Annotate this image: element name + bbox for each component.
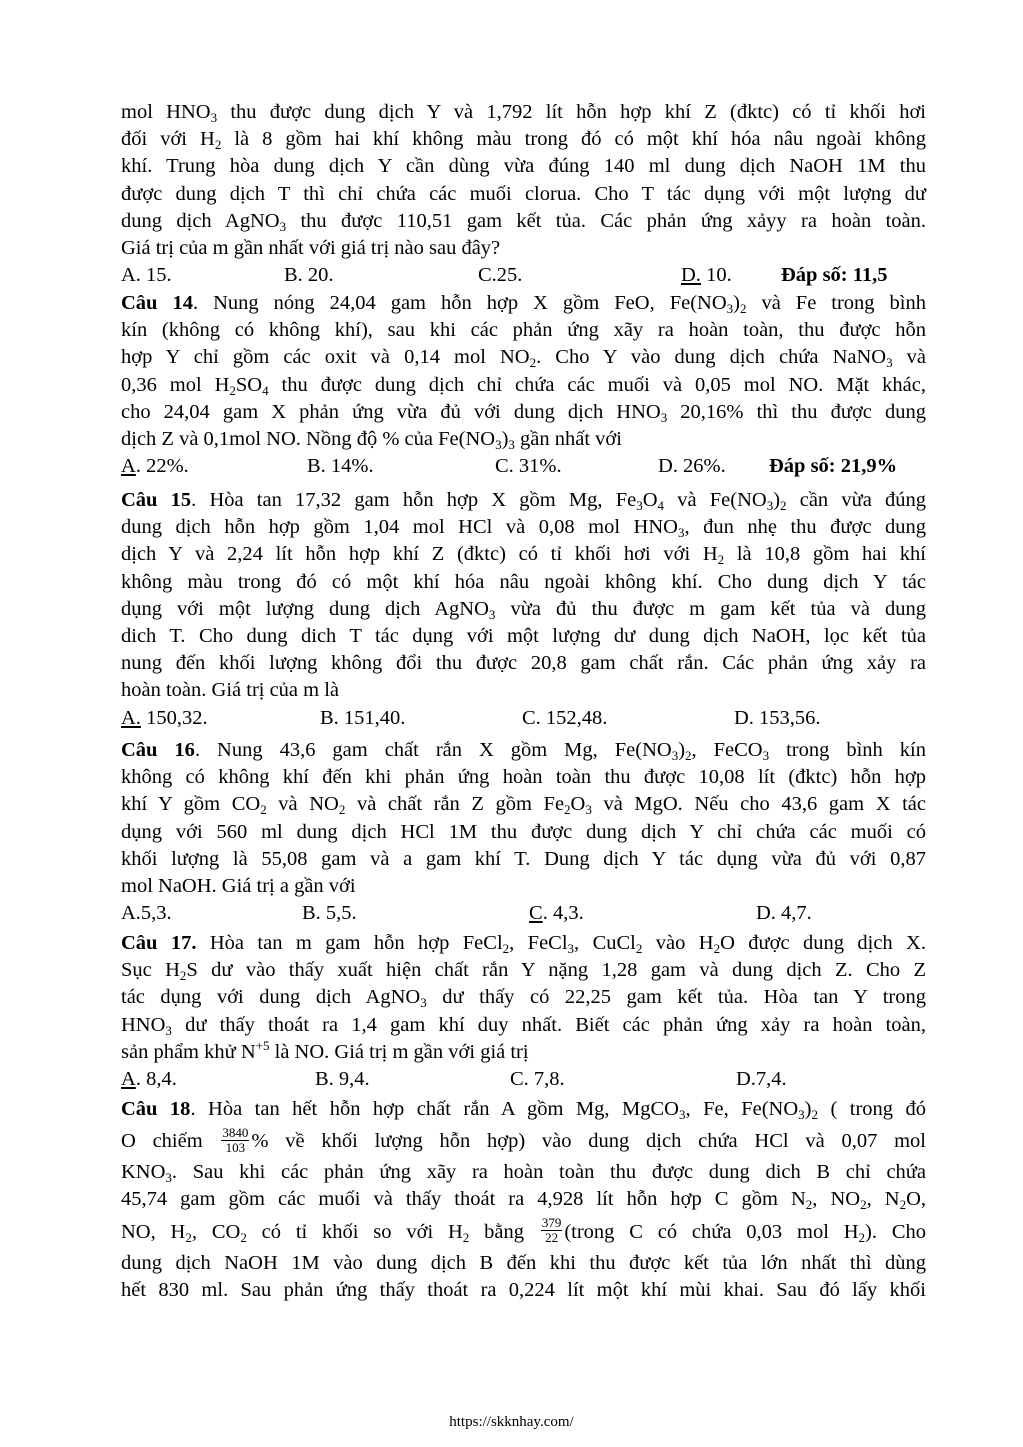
q18-line: dung dịch NaOH 1M vào dung dịch B đến khi thu được kết tủa lớn nhất thì dùng [121,1251,926,1274]
q17-line: $HNO_3$ dư thấy thoát ra 1,4 gam khí duy nhất. Biết các phản ứng xảy ra hoàn toàn, [121,1013,926,1038]
q14-option-c: C. 31%. [495,455,562,478]
q13-line: dung dịch AgNO$_3$ thu được 110,51 gam kết tủa. Các phản ứng xảyy ra hoàn toàn. [121,209,927,234]
q17-option-b: B. 9,4. [315,1067,370,1090]
q16-line: mol NaOH. Giá trị a gần với [121,874,356,897]
q18-line: NO, $H_2$, $CO_2$ có tỉ khối so với $H_2$ bằng $\frac{379}{22}$ (trong C có chứa 0,03 mol $H_2$). Cho [121,1215,926,1246]
q15-label: Câu 15 [121,489,192,511]
q15-option-d: D. 153,56. [734,706,821,729]
question-17 [121,930,926,1093]
q13-answer: Đáp số: 11,5 [781,264,888,287]
q13-line: Giá trị của m gần nhất với giá trị nào sau đây? [121,236,501,259]
q16-line: Câu 16. Nung 43,6 gam chất rắn X gồm Mg, $Fe(NO_3)_2$, FeCO$_3$ trong bình kín [121,739,926,763]
question-14 [121,290,926,480]
q13-line: khí. Trung hòa dung dịch Y cần dùng vừa đúng 140 ml dung dịch NaOH 1M thu [121,155,926,178]
q16-option-c: C. 4,3. [529,902,584,925]
q16-line: dụng với 560 ml dung dịch HCl 1M thu được dung dịch Y chỉ chứa các muối có [121,820,926,843]
q16-line: khí Y gồm $CO_2$ và $NO_2$ và chất rắn Z gồm $Fe_2O_3$ và MgO. Nếu cho 43,6 gam X tác [121,793,926,818]
q17-label: Câu 17. [121,932,197,954]
q16-line: khối lượng là 55,08 gam và a gam khí T. Dung dịch Y tác dụng vừa đủ với 0,87 [121,847,926,870]
q15-line: dịch Y và 2,24 lít hỗn hợp khí Z (đktc) có tỉ khối hơi với $H_2$ là 10,8 gồm hai khí [121,543,926,568]
q13-option-d: D. 10. [681,264,732,287]
q16-option-d: D. 4,7. [756,902,812,925]
q15-line: dung dịch hỗn hợp gồm 1,04 mol HCl và 0,08 mol $HNO_3$, đun nhẹ thu được dung [121,516,926,541]
q14-line: dịch Z và 0,1mol NO. Nồng độ % của $Fe(NO_3)_3$ gần nhất với [121,427,622,452]
question-13 [121,99,926,289]
q18-line: $KNO_3$. Sau khi các phản ứng xãy ra hoàn toàn thu được dung dich B chỉ chứa [121,1161,926,1186]
q13-option-c: C.25. [478,264,523,287]
q15-line: Câu 15. Hòa tan 17,32 gam hỗn hợp X gồm Mg, $Fe_3O_4$ và $Fe(NO_3)_2$ cần vừa đúng [121,489,926,513]
q14-line: 0,36 mol $H_2SO_4$ thu được dung dịch chỉ chứa các muối và 0,05 mol NO. Mặt khác, [121,373,926,398]
q18-line: O chiếm $\frac{3840}{103}$ % về khối lượng hỗn hợp) vào dung dịch chứa HCl và 0,07 mol [121,1124,926,1155]
question-16 [121,737,926,927]
q16-options [121,900,926,927]
q17-line: sản phẩm khử $N^{+5}$ là NO. Giá trị m gần với giá trị [121,1037,529,1063]
q15-line: hoàn toàn. Giá trị của m là [121,679,340,702]
q15-options [121,705,926,732]
q14-label: Câu 14 [121,292,193,314]
footer-url[interactable]: https://skknhay.com/ [449,1414,574,1430]
q14-option-a: A. 22%. [121,455,189,478]
q14-option-b: B. 14%. [307,455,374,478]
q13-options [121,262,926,289]
fraction-3840-103: $\frac{3840}{103}$ [222,1124,249,1155]
question-18 [121,1096,926,1304]
q17-line: Sục $H_2S$ dư vào thấy xuất hiện chất rắn Y nặng 1,28 gam và dung dịch Z. Cho Z [121,959,926,984]
q16-option-b: B. 5,5. [302,902,357,925]
q14-line: kín (không có không khí), sau khi các phản ứng xãy ra hoàn toàn, thu được hỗn [121,319,926,342]
fraction-379-22: $\frac{379}{22}$ [541,1215,562,1246]
q14-line: Câu 14. Nung nóng 24,04 gam hỗn hợp X gồm FeO, $Fe(NO_3)_2$ và Fe trong bình [121,292,926,316]
q16-option-a: A.5,3. [121,902,172,925]
q14-line: hợp Y chỉ gồm các oxit và 0,14 mol $NO_2$. Cho Y vào dung dịch chứa NaNO$_3$ và [121,346,926,371]
q14-answer: Đáp số: 21,9% [769,455,898,478]
q16-line: không có không khí đến khi phản ứng hoàn toàn thu được 10,08 lít (đktc) hỗn hợp [121,766,926,789]
q14-options [121,453,926,480]
q13-line: được dung dịch T thì chỉ chứa các muối clorua. Cho T tác dụng với một lượng dư [121,182,926,205]
q14-line: cho 24,04 gam X phản ứng vừa đủ với dung dịch $HNO_3$ 20,16% thì thu được dung [121,400,926,425]
q14-option-d: D. 26%. [658,455,726,478]
q17-line: tác dụng với dung dịch AgNO$_3$ dư thấy có 22,25 gam kết tủa. Hòa tan Y trong [121,986,927,1011]
q18-line: Câu 18. Hòa tan hết hỗn hợp chất rắn A gồm Mg, MgCO$_3$, Fe, $Fe(NO_3)_2$ ( trong đó [121,1098,926,1122]
q16-label: Câu 16 [121,739,195,761]
q13-option-b: B. 20. [284,264,334,287]
q17-line: Câu 17. Hòa tan m gam hỗn hợp FeCl$_2$, FeCl$_3$, CuCl$_2$ vào $H_2O$ được dung dịch X. [121,932,926,956]
q13-option-a: A. 15. [121,264,172,287]
q18-label: Câu 18 [121,1098,191,1120]
q18-line: hết 830 ml. Sau phản ứng thấy thoát ra 0,224 lít một khí mùi khai. Sau đó lấy khối [121,1278,926,1301]
question-15 [121,487,926,732]
q15-line: dụng với một lượng dung dịch AgNO$_3$ vừa đủ thu được m gam kết tủa và dung [121,597,926,622]
q13-line: mol $HNO_3$ thu được dung dịch Y và 1,792 lít hỗn hợp khí Z (đktc) có tỉ khối hơi [121,101,926,125]
q15-option-b: B. 151,40. [320,706,406,729]
q15-option-a: A. 150,32. [121,706,208,729]
q15-line: nung đến khối lượng không đổi thu được 20,8 gam chất rắn. Các phản ứng xảy ra [121,652,926,675]
q15-option-c: C. 152,48. [522,706,608,729]
q13-line: đối với $H_2$ là 8 gồm hai khí không màu trong đó có một khí hóa nâu ngoài không [121,128,926,153]
q15-line: dich T. Cho dung dich T tác dụng với một lượng dư dung dịch NaOH, lọc kết tủa [121,624,926,647]
q17-option-c: C. 7,8. [510,1067,565,1090]
q17-option-a: A. 8,4. [121,1067,177,1090]
q15-line: không màu trong đó có một khí hóa nâu ngoài không khí. Cho dung dịch Y tác [121,570,926,593]
q17-option-d: D.7,4. [736,1067,787,1090]
q18-line: 45,74 gam gồm các muối và thấy thoát ra 4,928 lít hỗn hợp C gồm $N_2$, $NO_2$, $N_2O$, [121,1188,926,1213]
q17-options [121,1066,926,1093]
